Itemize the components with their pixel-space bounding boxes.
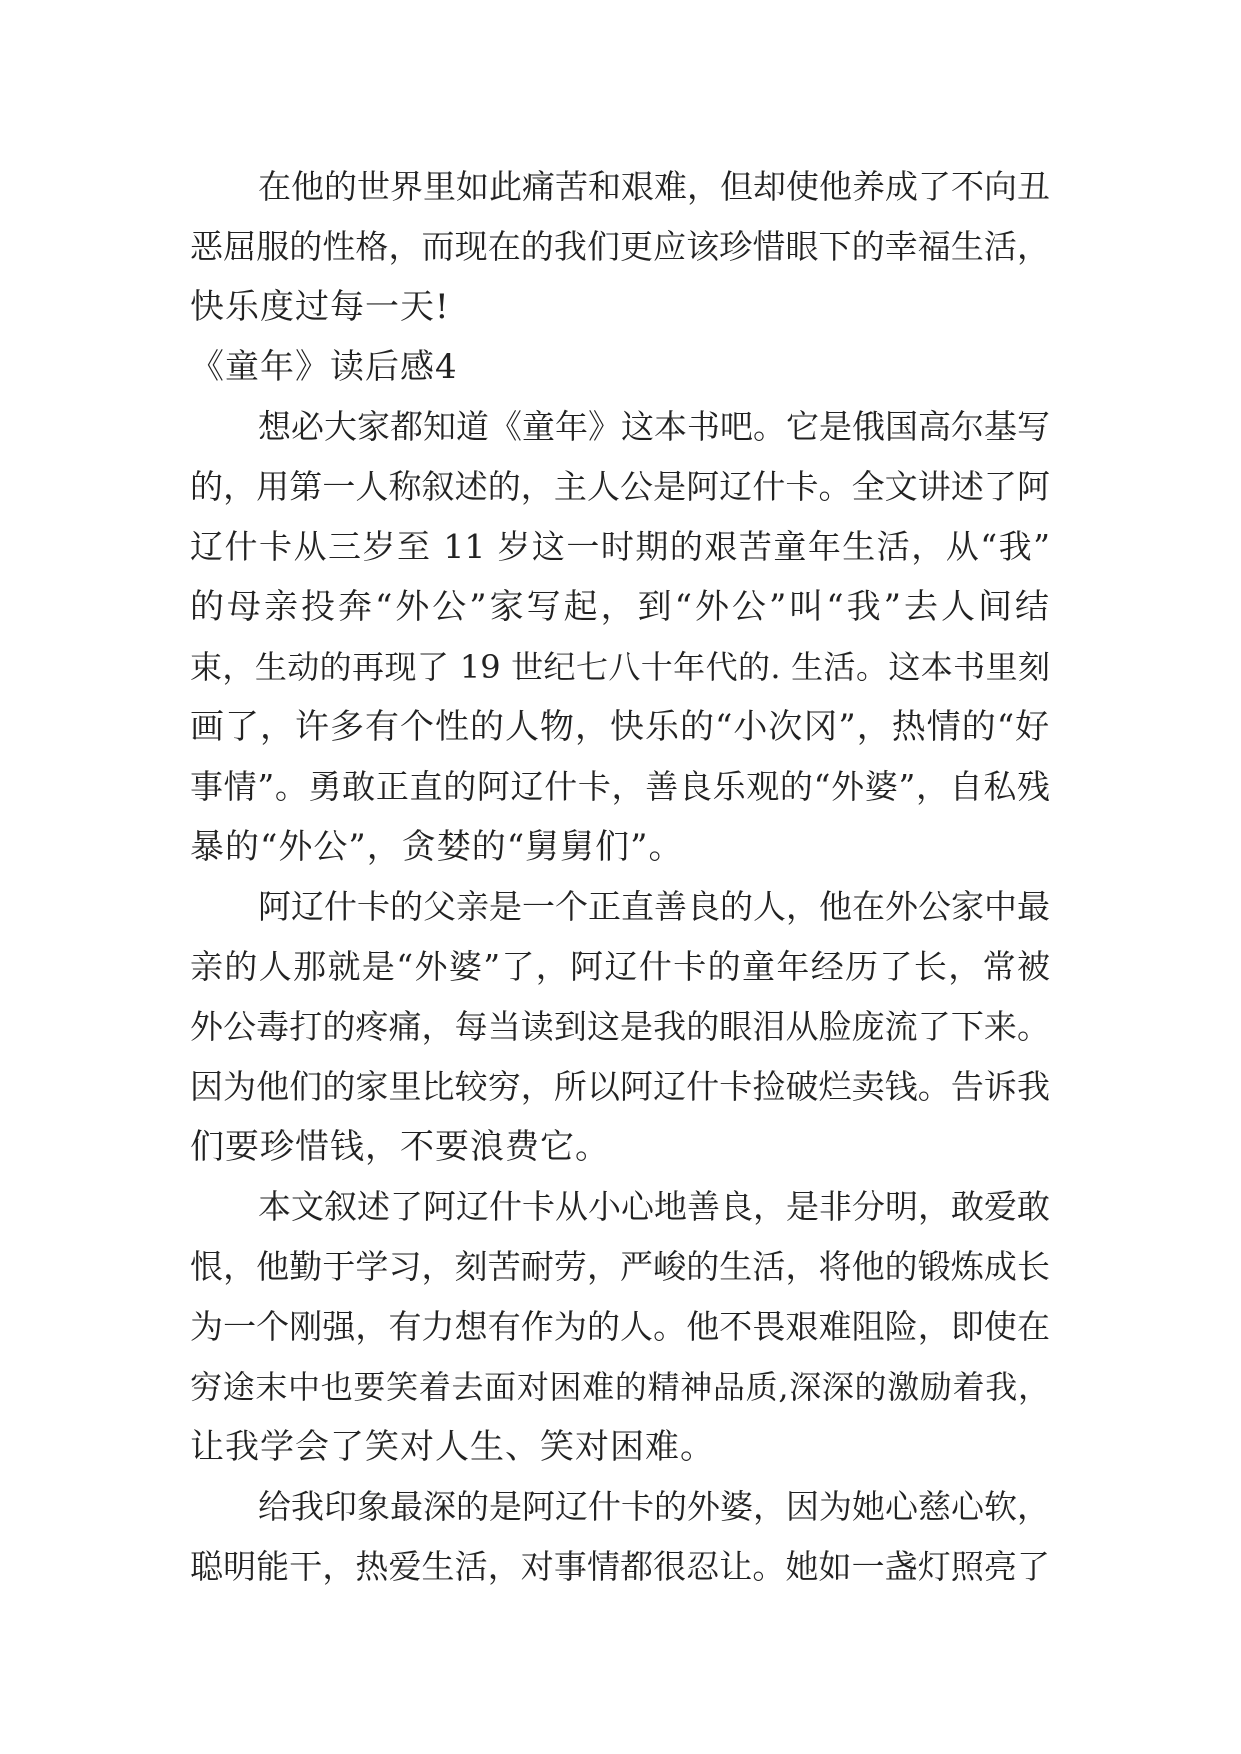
section-heading: 《童年》读后感4 [190,347,458,387]
paragraph-line: 聪明能干，热爱生活，对事情都很忍让。她如一盏灯照亮了 [190,1547,1050,1586]
paragraph-line: 画了，许多有个性的人物，快乐的“小次冈”，热情的“好 [190,707,1051,747]
paragraph-line: 恨，他勤于学习，刻苦耐劳，严峻的生活，将他的锻炼成长 [190,1247,1050,1286]
paragraph-line: 的母亲投奔“外公”家写起，到“外公”叫“我”去人间结 [190,587,1050,627]
paragraph-line: 因为他们的家里比较穷，所以阿辽什卡捡破烂卖钱。告诉我 [190,1067,1050,1106]
paragraph-line: 给我印象最深的是阿辽什卡的外婆，因为她心慈心软， [258,1487,1050,1526]
paragraph-line: 恶屈服的性格，而现在的我们更应该珍惜眼下的幸福生活， [190,227,1050,266]
paragraph-line: 快乐度过每一天! [190,287,450,327]
paragraph-line: 束，生动的再现了 19 世纪七八十年代的. 生活。这本书里刻 [190,648,1050,686]
paragraph-line: 外公毒打的疼痛，每当读到这是我的眼泪从脸庞流了下来。 [190,1007,1050,1046]
paragraph-line: 亲的人那就是“外婆”了，阿辽什卡的童年经历了长，常被 [190,947,1050,986]
paragraph-line: 在他的世界里如此痛苦和艰难，但却使他养成了不向丑 [258,167,1050,206]
paragraph-line: 暴的“外公”，贪婪的“舅舅们”。 [190,827,684,867]
paragraph-line: 想必大家都知道《童年》这本书吧。它是俄国高尔基写 [258,407,1050,446]
paragraph-line: 本文叙述了阿辽什卡从小心地善良，是非分明，敢爱敢 [258,1187,1050,1226]
paragraph-line: 辽什卡从三岁至 11 岁这一时期的艰苦童年生活，从“我” [190,527,1050,566]
paragraph-line: 的，用第一人称叙述的，主人公是阿辽什卡。全文讲述了阿 [190,467,1050,506]
paragraph-line: 让我学会了笑对人生、笑对困难。 [190,1427,715,1467]
paragraph-line: 为一个刚强，有力想有作为的人。他不畏艰难阻险，即使在 [190,1307,1050,1346]
paragraph-line: 们要珍惜钱，不要浪费它。 [190,1127,610,1167]
paragraph-line: 阿辽什卡的父亲是一个正直善良的人，他在外公家中最 [258,887,1050,926]
paragraph-line: 事情”。勇敢正直的阿辽什卡，善良乐观的“外婆”，自私残 [190,767,1050,806]
paragraph-line: 穷途末中也要笑着去面对困难的精神品质,深深的激励着我， [190,1368,1050,1406]
